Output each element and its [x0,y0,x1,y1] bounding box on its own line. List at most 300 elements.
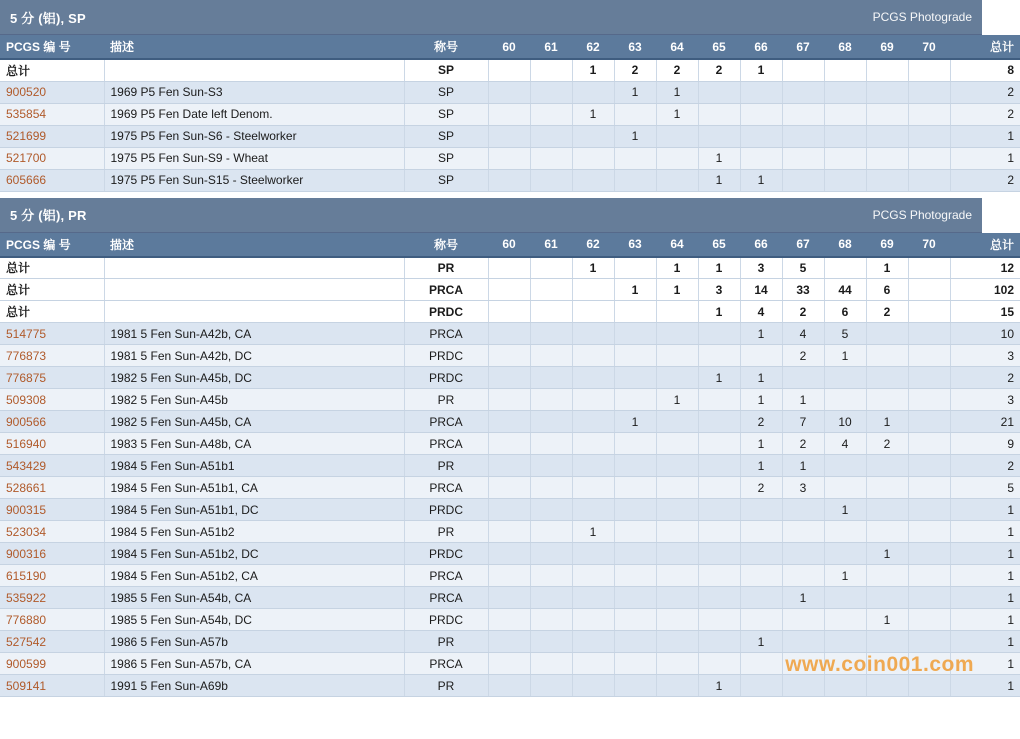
cell-total: 8 [950,59,1020,81]
cell-designation: PRCA [404,411,488,433]
pcgs-number-link[interactable]: 900316 [0,543,104,565]
cell-designation: PR [404,631,488,653]
pcgs-number-link[interactable]: 615190 [0,565,104,587]
col-grade-64[interactable]: 64 [656,233,698,257]
cell-grade-63: 1 [614,279,656,301]
cell-grade-61 [530,455,572,477]
cell-description: 1969 P5 Fen Sun-S3 [104,81,404,103]
cell-description: 1982 5 Fen Sun-A45b [104,389,404,411]
cell-grade-68 [824,169,866,191]
cell-grade-60 [488,653,530,675]
cell-grade-61 [530,477,572,499]
cell-grade-68 [824,609,866,631]
cell-grade-60 [488,257,530,279]
cell-grade-66 [740,653,782,675]
cell-grade-64 [656,367,698,389]
cell-grade-69 [866,675,908,697]
cell-grade-62 [572,169,614,191]
cell-grade-62: 1 [572,103,614,125]
cell-grade-61 [530,301,572,323]
cell-grade-63 [614,631,656,653]
col-total[interactable]: 总计 [950,35,1020,59]
cell-designation: PRCA [404,433,488,455]
col-grade-63[interactable]: 63 [614,233,656,257]
pcgs-number-link[interactable]: 527542 [0,631,104,653]
cell-grade-60 [488,587,530,609]
cell-grade-64 [656,147,698,169]
cell-grade-60 [488,147,530,169]
cell-grade-63 [614,433,656,455]
cell-description: 1984 5 Fen Sun-A51b1, CA [104,477,404,499]
section-title: 5 分 (铝), PR [10,208,87,223]
cell-designation: PR [404,257,488,279]
cell-description: 1981 5 Fen Sun-A42b, DC [104,345,404,367]
pcgs-number-link[interactable]: 535854 [0,103,104,125]
cell-total: 9 [950,433,1020,455]
cell-grade-61 [530,345,572,367]
cell-grade-70 [908,59,950,81]
cell-grade-60 [488,499,530,521]
cell-grade-64: 1 [656,103,698,125]
cell-designation: PRDC [404,345,488,367]
cell-grade-61 [530,389,572,411]
cell-total: 1 [950,543,1020,565]
cell-grade-67: 3 [782,477,824,499]
cell-grade-62 [572,323,614,345]
cell-grade-65 [698,81,740,103]
cell-grade-68: 6 [824,301,866,323]
pcgs-number-link[interactable]: 605666 [0,169,104,191]
header-row [0,233,1020,257]
cell-grade-65 [698,323,740,345]
col-grade-67[interactable]: 67 [782,35,824,59]
col-pcgs-number[interactable]: PCGS 编 号 [0,233,104,257]
cell-grade-70 [908,499,950,521]
col-grade-68[interactable]: 68 [824,35,866,59]
cell-grade-65 [698,653,740,675]
cell-grade-62 [572,631,614,653]
cell-grade-67: 5 [782,257,824,279]
cell-grade-63 [614,389,656,411]
pcgs-number-link[interactable]: 514775 [0,323,104,345]
cell-grade-63 [614,543,656,565]
cell-grade-61 [530,499,572,521]
cell-grade-66: 1 [740,169,782,191]
cell-grade-67 [782,499,824,521]
section-title: 5 分 (铝), SP [10,10,86,26]
col-grade-62[interactable]: 62 [572,35,614,59]
col-description[interactable]: 描述 [104,233,404,257]
table-row [0,653,1020,675]
pcgs-number-link[interactable]: 516940 [0,433,104,455]
cell-description: 1983 5 Fen Sun-A48b, CA [104,433,404,455]
cell-grade-66 [740,543,782,565]
cell-grade-65 [698,565,740,587]
cell-grade-70 [908,411,950,433]
site-watermark: www.coin001.com [785,653,974,676]
cell-description: 1984 5 Fen Sun-A51b2 [104,521,404,543]
col-grade-68[interactable]: 68 [824,233,866,257]
cell-grade-66: 1 [740,323,782,345]
col-grade-60[interactable]: 60 [488,35,530,59]
cell-grade-64 [656,675,698,697]
cell-grade-61 [530,543,572,565]
cell-description: 1975 P5 Fen Sun-S9 - Wheat [104,147,404,169]
cell-grade-60 [488,543,530,565]
cell-grade-68 [824,455,866,477]
cell-description: 1986 5 Fen Sun-A57b [104,631,404,653]
table-row [0,609,1020,631]
cell-grade-70 [908,367,950,389]
cell-description: 1975 P5 Fen Sun-S15 - Steelworker [104,169,404,191]
cell-grade-63 [614,323,656,345]
pcgs-number-link[interactable]: 523034 [0,521,104,543]
cell-grade-63 [614,169,656,191]
cell-grade-60 [488,433,530,455]
cell-grade-61 [530,675,572,697]
cell-designation: PRDC [404,609,488,631]
cell-grade-65: 1 [698,367,740,389]
cell-designation: PRDC [404,301,488,323]
cell-grade-62 [572,433,614,455]
cell-grade-68 [824,631,866,653]
cell-grade-69 [866,367,908,389]
cell-designation: PRCA [404,587,488,609]
cell-grade-63: 1 [614,125,656,147]
cell-grade-70 [908,301,950,323]
pcgs-number-link[interactable]: 900566 [0,411,104,433]
cell-grade-66: 3 [740,257,782,279]
cell-designation: PR [404,455,488,477]
cell-grade-66: 1 [740,631,782,653]
cell-grade-62 [572,565,614,587]
cell-description: 1981 5 Fen Sun-A42b, CA [104,323,404,345]
cell-grade-60 [488,103,530,125]
cell-grade-69 [866,499,908,521]
table-row [0,477,1020,499]
cell-grade-66: 2 [740,411,782,433]
cell-grade-68 [824,675,866,697]
cell-designation: PRDC [404,543,488,565]
total-label: 总计 [0,279,104,301]
total-row [0,59,1020,81]
cell-grade-62 [572,411,614,433]
cell-designation: PRCA [404,565,488,587]
cell-total: 3 [950,389,1020,411]
table-body-pr [0,257,1020,697]
cell-total: 1 [950,675,1020,697]
col-grade-64[interactable]: 64 [656,35,698,59]
cell-grade-66 [740,675,782,697]
cell-grade-70 [908,125,950,147]
cell-designation: SP [404,103,488,125]
cell-grade-61 [530,587,572,609]
cell-grade-60 [488,521,530,543]
table-row [0,433,1020,455]
cell-grade-65: 2 [698,59,740,81]
cell-grade-70 [908,389,950,411]
cell-grade-65 [698,609,740,631]
cell-grade-69: 1 [866,609,908,631]
col-description[interactable]: 描述 [104,35,404,59]
cell-grade-66: 2 [740,477,782,499]
col-grade-65[interactable]: 65 [698,35,740,59]
cell-grade-68: 4 [824,433,866,455]
cell-grade-70 [908,675,950,697]
cell-grade-62: 1 [572,59,614,81]
cell-grade-67 [782,125,824,147]
cell-grade-63: 1 [614,411,656,433]
cell-grade-69 [866,653,908,675]
cell-grade-66 [740,81,782,103]
cell-grade-69 [866,389,908,411]
cell-grade-64: 1 [656,389,698,411]
cell-grade-63 [614,675,656,697]
cell-description: 1986 5 Fen Sun-A57b, CA [104,653,404,675]
cell-total: 1 [950,521,1020,543]
cell-grade-66: 14 [740,279,782,301]
cell-description [104,279,404,301]
table-row [0,323,1020,345]
cell-designation: SP [404,169,488,191]
cell-grade-61 [530,169,572,191]
cell-grade-69 [866,565,908,587]
table-row [0,455,1020,477]
cell-grade-68 [824,59,866,81]
cell-grade-61 [530,631,572,653]
cell-total: 1 [950,125,1020,147]
cell-grade-63 [614,147,656,169]
col-grade-67[interactable]: 67 [782,233,824,257]
cell-grade-61 [530,411,572,433]
cell-grade-63 [614,587,656,609]
cell-grade-60 [488,389,530,411]
pcgs-number-link[interactable]: 521700 [0,147,104,169]
cell-grade-68: 10 [824,411,866,433]
cell-grade-62 [572,389,614,411]
cell-grade-64 [656,477,698,499]
cell-description: 1984 5 Fen Sun-A51b1 [104,455,404,477]
cell-designation: SP [404,125,488,147]
pcgs-number-link[interactable]: 528661 [0,477,104,499]
cell-grade-63 [614,257,656,279]
pcgs-number-link[interactable]: 509141 [0,675,104,697]
cell-grade-63: 1 [614,81,656,103]
cell-grade-60 [488,59,530,81]
pcgs-number-link[interactable]: 509308 [0,389,104,411]
cell-grade-63 [614,455,656,477]
cell-grade-68 [824,543,866,565]
cell-grade-64 [656,125,698,147]
cell-grade-60 [488,675,530,697]
cell-grade-69 [866,169,908,191]
col-pcgs-number[interactable]: PCGS 编 号 [0,35,104,59]
cell-grade-65 [698,433,740,455]
cell-grade-64: 1 [656,279,698,301]
cell-grade-65: 1 [698,257,740,279]
pcgs-number-link[interactable]: 535922 [0,587,104,609]
cell-grade-63 [614,477,656,499]
cell-grade-70 [908,543,950,565]
cell-grade-69: 2 [866,301,908,323]
total-row [0,257,1020,279]
cell-grade-68 [824,147,866,169]
cell-grade-66 [740,565,782,587]
cell-total: 10 [950,323,1020,345]
pcgs-number-link[interactable]: 543429 [0,455,104,477]
cell-description: 1969 P5 Fen Date left Denom. [104,103,404,125]
pcgs-number-link[interactable]: 900315 [0,499,104,521]
cell-total: 5 [950,477,1020,499]
cell-total: 2 [950,455,1020,477]
cell-grade-61 [530,565,572,587]
grade-table-sp [0,35,1020,192]
cell-grade-61 [530,257,572,279]
cell-grade-66: 1 [740,433,782,455]
cell-grade-64 [656,345,698,367]
cell-grade-66: 4 [740,301,782,323]
cell-grade-61 [530,59,572,81]
cell-designation: PRCA [404,323,488,345]
cell-grade-65 [698,521,740,543]
col-grade-61[interactable]: 61 [530,35,572,59]
cell-designation: SP [404,81,488,103]
cell-grade-70 [908,147,950,169]
cell-grade-64 [656,433,698,455]
cell-grade-64 [656,169,698,191]
col-grade-69[interactable]: 69 [866,35,908,59]
table-row [0,411,1020,433]
pcgs-number-link[interactable]: 900599 [0,653,104,675]
cell-grade-60 [488,279,530,301]
cell-grade-62 [572,81,614,103]
cell-grade-69 [866,147,908,169]
cell-grade-63 [614,301,656,323]
col-grade-70[interactable]: 70 [908,233,950,257]
cell-grade-66 [740,345,782,367]
col-grade-69[interactable]: 69 [866,233,908,257]
col-grade-63[interactable]: 63 [614,35,656,59]
cell-grade-60 [488,367,530,389]
cell-grade-67: 1 [782,455,824,477]
cell-total: 1 [950,499,1020,521]
total-row [0,301,1020,323]
cell-grade-70 [908,565,950,587]
col-designation[interactable]: 称号 [404,35,488,59]
table-row [0,147,1020,169]
cell-grade-60 [488,565,530,587]
cell-grade-63 [614,367,656,389]
cell-grade-69: 6 [866,279,908,301]
cell-total: 102 [950,279,1020,301]
cell-grade-60 [488,609,530,631]
section-brand: PCGS Photograde [872,207,972,222]
cell-grade-64 [656,653,698,675]
col-grade-70[interactable]: 70 [908,35,950,59]
pcgs-number-link[interactable]: 776875 [0,367,104,389]
cell-grade-68 [824,521,866,543]
cell-grade-67 [782,521,824,543]
cell-grade-70 [908,169,950,191]
cell-total: 12 [950,257,1020,279]
col-grade-66[interactable]: 66 [740,233,782,257]
table-row [0,499,1020,521]
cell-grade-60 [488,301,530,323]
cell-grade-69 [866,323,908,345]
table-row [0,169,1020,191]
cell-total: 1 [950,565,1020,587]
cell-grade-65 [698,411,740,433]
cell-designation: PRDC [404,499,488,521]
cell-grade-66 [740,103,782,125]
table-row [0,521,1020,543]
cell-grade-62 [572,499,614,521]
cell-grade-61 [530,521,572,543]
col-designation[interactable]: 称号 [404,233,488,257]
cell-designation: PRCA [404,653,488,675]
cell-grade-67: 1 [782,389,824,411]
cell-grade-66: 1 [740,455,782,477]
col-grade-66[interactable]: 66 [740,35,782,59]
cell-grade-70 [908,257,950,279]
cell-grade-66: 1 [740,59,782,81]
cell-grade-62 [572,367,614,389]
cell-grade-65 [698,543,740,565]
section-header-pr [0,198,982,233]
cell-grade-65 [698,389,740,411]
col-grade-61[interactable]: 61 [530,233,572,257]
cell-grade-70 [908,631,950,653]
cell-grade-63 [614,103,656,125]
pcgs-number-link[interactable]: 776873 [0,345,104,367]
col-total[interactable]: 总计 [950,233,1020,257]
cell-grade-64 [656,609,698,631]
cell-grade-69 [866,521,908,543]
cell-grade-69: 1 [866,257,908,279]
pcgs-number-link[interactable]: 900520 [0,81,104,103]
cell-grade-60 [488,81,530,103]
cell-designation: SP [404,147,488,169]
cell-grade-61 [530,653,572,675]
cell-grade-61 [530,367,572,389]
cell-grade-67 [782,653,824,675]
pcgs-number-link[interactable]: 521699 [0,125,104,147]
cell-grade-67 [782,81,824,103]
total-row [0,279,1020,301]
cell-total: 2 [950,169,1020,191]
cell-grade-62 [572,675,614,697]
cell-grade-62 [572,455,614,477]
table-row [0,389,1020,411]
cell-grade-67: 7 [782,411,824,433]
cell-description: 1982 5 Fen Sun-A45b, DC [104,367,404,389]
cell-grade-64 [656,543,698,565]
cell-description: 1991 5 Fen Sun-A69b [104,675,404,697]
col-grade-62[interactable]: 62 [572,233,614,257]
cell-grade-64 [656,631,698,653]
cell-grade-67: 4 [782,323,824,345]
cell-grade-62 [572,609,614,631]
cell-grade-65: 1 [698,147,740,169]
cell-grade-68 [824,389,866,411]
cell-grade-66 [740,147,782,169]
total-label: 总计 [0,301,104,323]
cell-grade-63: 2 [614,59,656,81]
pcgs-number-link[interactable]: 776880 [0,609,104,631]
col-grade-65[interactable]: 65 [698,233,740,257]
col-grade-60[interactable]: 60 [488,233,530,257]
cell-total: 3 [950,345,1020,367]
